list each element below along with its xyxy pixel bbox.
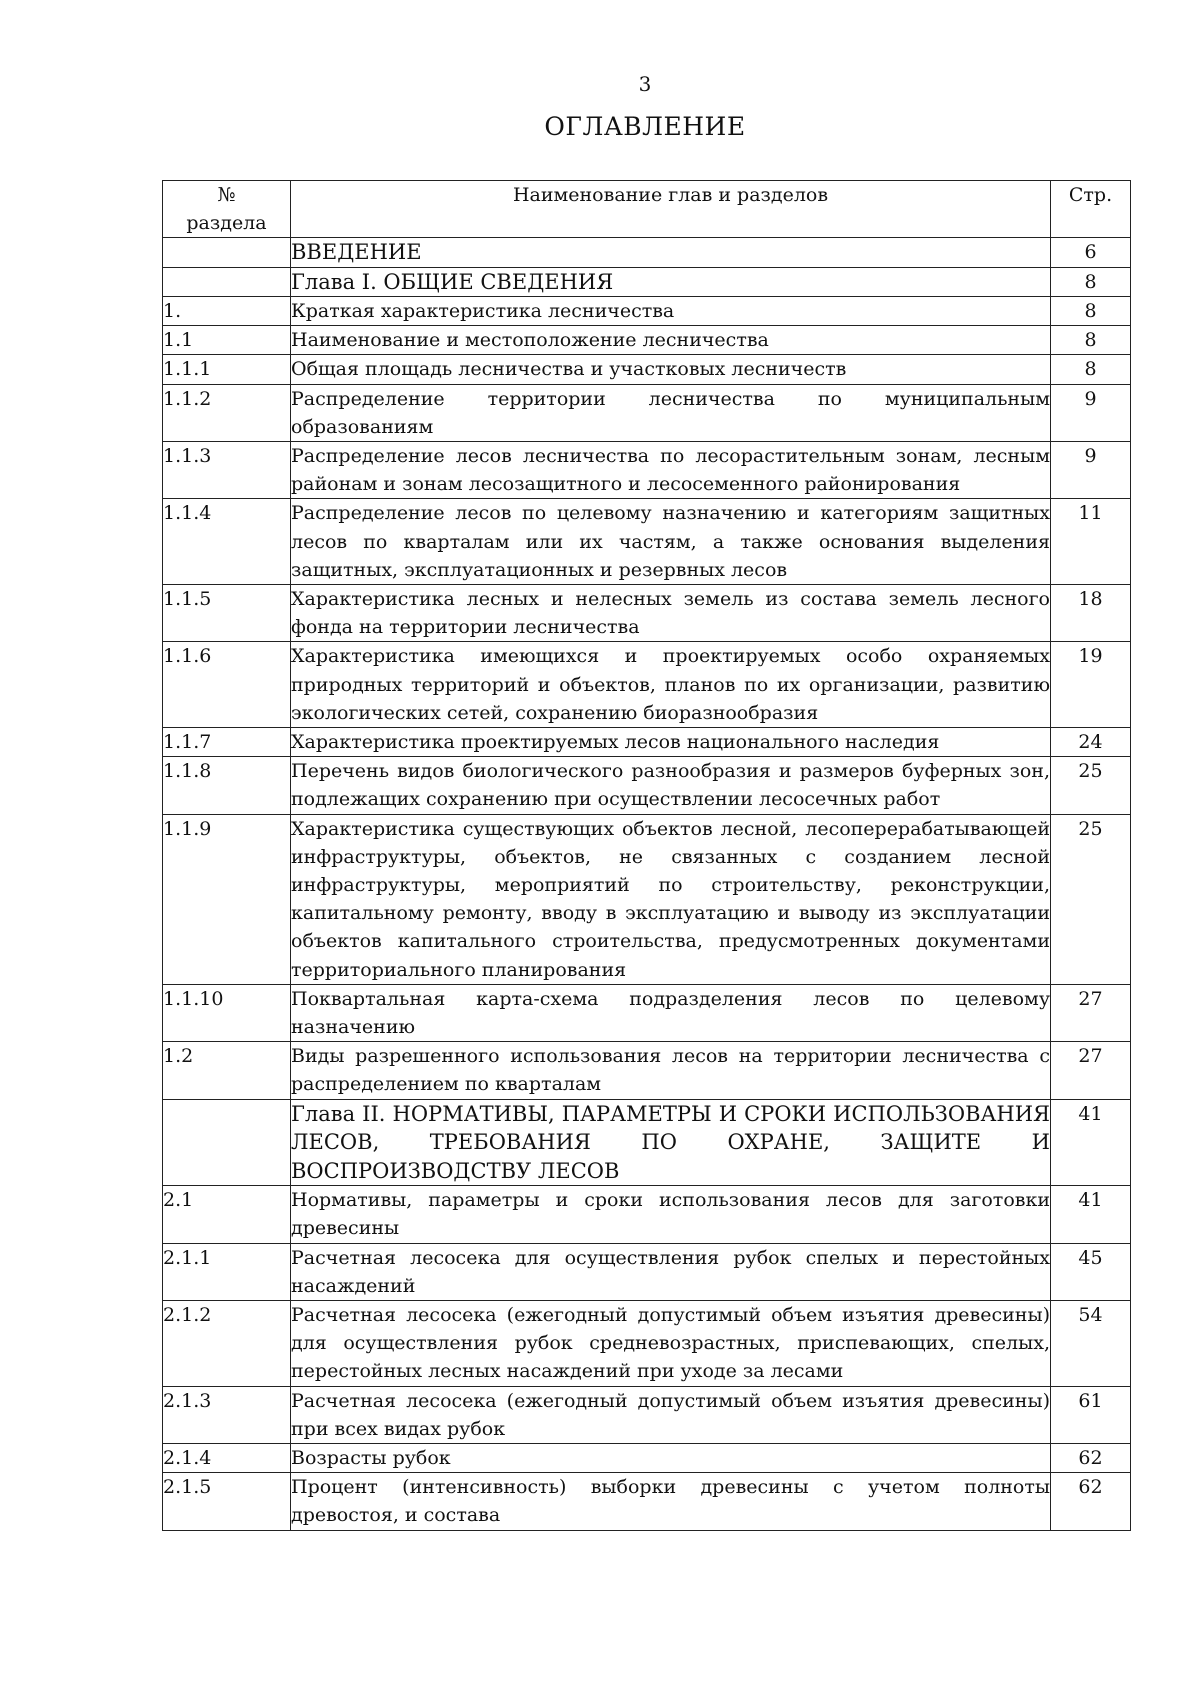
toc-row	[163, 728, 1131, 757]
section-page: 19	[1051, 642, 1131, 728]
section-number: 2.1.1	[163, 1243, 291, 1300]
header-num-symbol: №	[217, 184, 236, 206]
section-number: 1.2	[163, 1042, 291, 1099]
section-page: 9	[1051, 384, 1131, 441]
section-page: 62	[1051, 1444, 1131, 1473]
section-number: 2.1.3	[163, 1386, 291, 1443]
section-number	[163, 238, 291, 268]
section-name: Общая площадь лесничества и участковых лесничеств	[291, 355, 1051, 384]
header-section-name: Наименование глав и разделов	[291, 181, 1051, 238]
toc-row	[163, 238, 1131, 268]
page-number: 3	[638, 72, 652, 96]
section-page: 11	[1051, 499, 1131, 585]
section-page: 41	[1051, 1099, 1131, 1186]
section-name: Распределение лесов по целевому назначению и категориям защитных лесов по кварталам или их частям, а также основания выделения защитных, эксплуатационных и резервных лесов	[291, 499, 1051, 585]
toc-row	[163, 297, 1131, 326]
section-name: Расчетная лесосека (ежегодный допустимый объем изъятия древесины) для осуществления рубок средневозрастных, приспевающих, спелых, перестойных лесных насаждений при уходе за лесами	[291, 1301, 1051, 1387]
section-name: Процент (интенсивность) выборки древесины с учетом полноты древостоя, и состава	[291, 1473, 1051, 1530]
section-number: 1.1	[163, 326, 291, 355]
section-page: 18	[1051, 585, 1131, 642]
section-page: 61	[1051, 1386, 1131, 1443]
section-page: 27	[1051, 1042, 1131, 1099]
section-page: 8	[1051, 326, 1131, 355]
section-name: Характеристика лесных и нелесных земель из состава земель лесного фонда на территории лесничества	[291, 585, 1051, 642]
section-page: 8	[1051, 297, 1131, 326]
toc-row	[163, 384, 1131, 441]
toc-row	[163, 1473, 1131, 1530]
toc-body	[163, 238, 1131, 1531]
section-number: 1.1.2	[163, 384, 291, 441]
toc-row	[163, 1186, 1131, 1243]
toc-header-row	[163, 181, 1131, 238]
toc-table	[162, 180, 1131, 1531]
section-number: 2.1.4	[163, 1444, 291, 1473]
section-page: 9	[1051, 442, 1131, 499]
section-name: Краткая характеристика лесничества	[291, 297, 1051, 326]
toc-row	[163, 1099, 1131, 1186]
section-number: 1.1.3	[163, 442, 291, 499]
section-page: 24	[1051, 728, 1131, 757]
toc-row	[163, 1042, 1131, 1099]
header-num-label: раздела	[186, 212, 267, 234]
toc-row	[163, 442, 1131, 499]
header-page: Стр.	[1051, 181, 1131, 238]
section-number: 1.1.1	[163, 355, 291, 384]
section-number: 1.1.4	[163, 499, 291, 585]
section-number	[163, 1099, 291, 1186]
section-page: 27	[1051, 984, 1131, 1041]
toc-row	[163, 1243, 1131, 1300]
section-name: Поквартальная карта-схема подразделения лесов по целевому назначению	[291, 984, 1051, 1041]
page-title: ОГЛАВЛЕНИЕ	[544, 112, 746, 141]
header-section-number	[163, 181, 291, 238]
section-number: 1.	[163, 297, 291, 326]
toc-row	[163, 267, 1131, 297]
section-page: 41	[1051, 1186, 1131, 1243]
section-page: 54	[1051, 1301, 1131, 1387]
section-number: 1.1.10	[163, 984, 291, 1041]
section-number: 1.1.5	[163, 585, 291, 642]
section-name: Распределение территории лесничества по муниципальным образованиям	[291, 384, 1051, 441]
section-name: Характеристика существующих объектов лесной, лесоперерабатывающей инфраструктуры, объектов, не связанных с созданием лесной инфраструктуры, мероприятий по строительству, реконструкции, капитальному ремонту, вводу в эксплуатацию и выводу из эксплуатации объектов капитального строительства, предусмотренных документами территориального планирования	[291, 814, 1051, 984]
toc-row	[163, 814, 1131, 984]
section-number	[163, 267, 291, 297]
toc-row	[163, 1444, 1131, 1473]
section-number: 2.1	[163, 1186, 291, 1243]
section-page: 8	[1051, 267, 1131, 297]
toc-row	[163, 642, 1131, 728]
section-page: 62	[1051, 1473, 1131, 1530]
section-name: Характеристика имеющихся и проектируемых особо охраняемых природных территорий и объектов, планов по их организации, развитию экологических сетей, сохранению биоразнообразия	[291, 642, 1051, 728]
toc-row	[163, 326, 1131, 355]
section-page: 6	[1051, 238, 1131, 268]
section-name: Характеристика проектируемых лесов национального наследия	[291, 728, 1051, 757]
section-number: 1.1.8	[163, 757, 291, 814]
section-number: 1.1.7	[163, 728, 291, 757]
section-name: Перечень видов биологического разнообразия и размеров буферных зон, подлежащих сохранению при осуществлении лесосечных работ	[291, 757, 1051, 814]
section-page: 8	[1051, 355, 1131, 384]
toc-row	[163, 1301, 1131, 1387]
section-number: 1.1.9	[163, 814, 291, 984]
toc-row	[163, 355, 1131, 384]
section-page: 25	[1051, 814, 1131, 984]
section-name: Распределение лесов лесничества по лесорастительным зонам, лесным районам и зонам лесозащитного и лесосеменного районирования	[291, 442, 1051, 499]
section-number: 2.1.2	[163, 1301, 291, 1387]
section-name: Виды разрешенного использования лесов на территории лесничества с распределением по кварталам	[291, 1042, 1051, 1099]
toc-row	[163, 499, 1131, 585]
section-number: 1.1.6	[163, 642, 291, 728]
section-name: Расчетная лесосека для осуществления рубок спелых и перестойных насаждений	[291, 1243, 1051, 1300]
section-number: 2.1.5	[163, 1473, 291, 1530]
section-name: Глава I. ОБЩИЕ СВЕДЕНИЯ	[291, 267, 1051, 297]
toc-row	[163, 585, 1131, 642]
section-name: Расчетная лесосека (ежегодный допустимый объем изъятия древесины) при всех видах рубок	[291, 1386, 1051, 1443]
section-name: Нормативы, параметры и сроки использования лесов для заготовки древесины	[291, 1186, 1051, 1243]
toc-row	[163, 1386, 1131, 1443]
toc-row	[163, 757, 1131, 814]
section-name: ВВЕДЕНИЕ	[291, 238, 1051, 268]
section-name: Глава II. НОРМАТИВЫ, ПАРАМЕТРЫ И СРОКИ ИСПОЛЬЗОВАНИЯ ЛЕСОВ, ТРЕБОВАНИЯ ПО ОХРАНЕ, ЗАЩИТЕ И ВОСПРОИЗВОДСТВУ ЛЕСОВ	[291, 1099, 1051, 1186]
section-name: Возрасты рубок	[291, 1444, 1051, 1473]
section-page: 45	[1051, 1243, 1131, 1300]
section-page: 25	[1051, 757, 1131, 814]
toc-row	[163, 984, 1131, 1041]
section-name: Наименование и местоположение лесничества	[291, 326, 1051, 355]
